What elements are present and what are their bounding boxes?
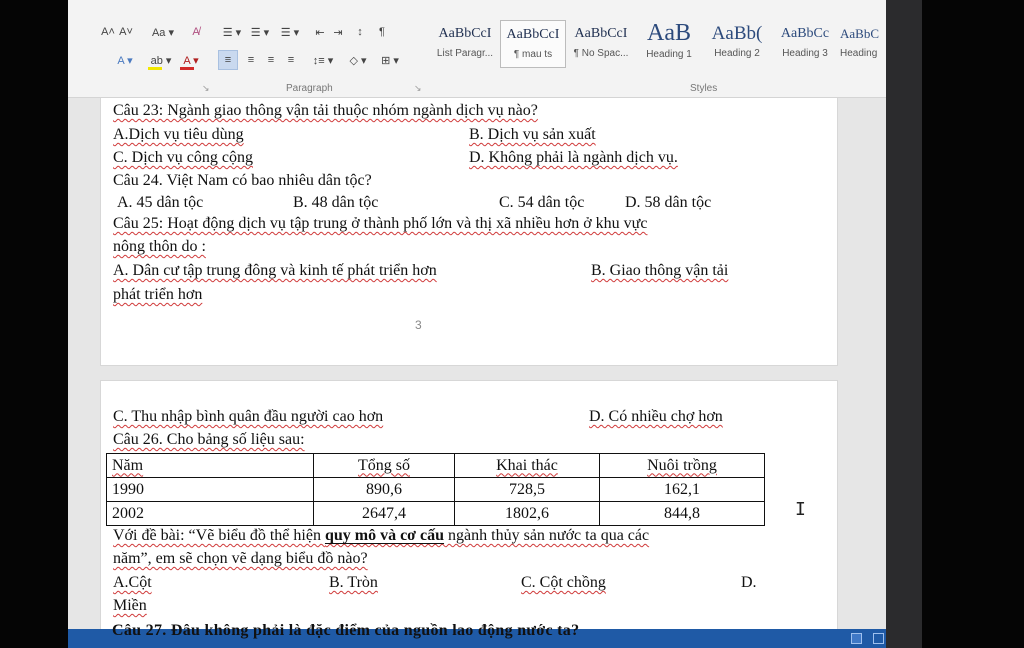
grow-font-button[interactable]: A˄ xyxy=(101,26,115,38)
table-header-cell xyxy=(314,454,455,478)
left-frame xyxy=(0,0,68,648)
sort-button[interactable]: ↕ xyxy=(357,26,363,38)
document-page[interactable] xyxy=(100,380,838,648)
increase-indent-button[interactable]: ⇥ xyxy=(333,26,343,39)
numbering-button[interactable]: ☰ ▾ xyxy=(250,26,270,39)
print-layout-icon[interactable] xyxy=(873,633,884,644)
style-sample: AaBb( xyxy=(711,23,763,44)
question-25-line-2: nông thôn do : xyxy=(113,238,206,255)
style-list-paragraph[interactable] xyxy=(432,20,498,68)
bullets-button[interactable]: ☰ ▾ xyxy=(222,26,242,39)
style-no-spacing[interactable] xyxy=(568,20,634,68)
highlight-button[interactable]: ab ▾ xyxy=(150,54,172,67)
style-sample: AaBbCcI xyxy=(506,27,560,42)
question-26-text-a: Với đề bài: “Vẽ biểu đồ thể hiện xyxy=(113,527,325,544)
clear-format-button[interactable]: A̸ xyxy=(192,26,200,38)
table-header-row xyxy=(107,454,765,478)
answer-25-d: D. Có nhiều chợ hơn xyxy=(589,408,723,425)
page-number: 3 xyxy=(415,318,422,332)
style-heading-1[interactable] xyxy=(636,20,702,68)
ribbon xyxy=(68,0,886,98)
question-26-line-2: năm”, em sẽ chọn vẽ dạng biểu đồ nào? xyxy=(113,550,368,567)
change-case-button[interactable]: Aa ▾ xyxy=(151,26,175,39)
table-cell: 1990 xyxy=(107,478,314,502)
answer-25-b-continued: phát triển hơn xyxy=(113,286,203,303)
answer-25-b: B. Giao thông vận tải xyxy=(591,262,729,279)
font-color-button[interactable]: A ▾ xyxy=(183,54,199,67)
answer-24-b: B. 48 dân tộc xyxy=(293,194,379,211)
style-name: Heading xyxy=(840,48,878,59)
style-name: Heading 2 xyxy=(714,48,760,59)
font-dialog-launcher-icon[interactable]: ↘ xyxy=(202,84,210,94)
question-24: Câu 24. Việt Nam có bao nhiêu dân tộc? xyxy=(113,172,372,189)
answer-24-a: A. 45 dân tộc xyxy=(117,194,204,211)
style-heading-2[interactable] xyxy=(704,20,770,68)
question-25-line-1: Câu 25: Hoạt động dịch vụ tập trung ở thành phố lớn và thị xã nhiều hơn ở khu vực xyxy=(113,215,648,232)
shrink-font-button[interactable]: A˅ xyxy=(119,26,133,38)
style-heading[interactable] xyxy=(840,20,886,68)
line-spacing-button[interactable]: ↕≡ ▾ xyxy=(312,54,334,67)
answer-26-d-continued: Miền xyxy=(113,597,147,614)
answer-23-a: A.Dịch vụ tiêu dùng xyxy=(113,126,244,143)
read-mode-icon[interactable] xyxy=(851,633,862,644)
table-cell: 1802,6 xyxy=(455,502,600,526)
align-center-button[interactable]: ≡ xyxy=(247,54,255,66)
style-name: ¶ No Spac... xyxy=(573,48,629,59)
justify-button[interactable]: ≡ xyxy=(287,54,295,66)
data-table[interactable] xyxy=(106,453,765,526)
question-26-emphasis: quy mô và cơ cấu xyxy=(324,527,445,544)
answer-25-c: C. Thu nhập bình quân đầu người cao hơn xyxy=(113,408,384,425)
text-effects-button[interactable]: A ▾ xyxy=(117,54,133,67)
answer-23-b: B. Dịch vụ sản xuất xyxy=(469,126,596,143)
header-year: Năm xyxy=(112,456,144,474)
question-26-text-c: ngành thủy sản nước ta qua các xyxy=(444,527,650,544)
answer-26-d: D. xyxy=(741,574,757,591)
table-cell: 844,8 xyxy=(600,502,765,526)
paragraph-group-label: Paragraph xyxy=(286,83,333,94)
table-cell: 890,6 xyxy=(314,478,455,502)
answer-26-a: A.Cột xyxy=(113,574,152,591)
table-header-cell xyxy=(107,454,314,478)
header-total: Tổng số xyxy=(358,456,410,474)
font-color-bar xyxy=(180,67,194,70)
document-area[interactable] xyxy=(68,98,886,648)
style-name: Heading 1 xyxy=(646,49,692,60)
answer-24-d: D. 58 dân tộc xyxy=(625,194,712,211)
style-sample: AaBbCcI xyxy=(438,26,492,41)
style-heading-3[interactable] xyxy=(772,20,838,68)
answer-24-c: C. 54 dân tộc xyxy=(499,194,585,211)
shading-button[interactable]: ◇ ▾ xyxy=(349,54,367,67)
word-window xyxy=(68,0,886,648)
table-header-cell xyxy=(455,454,600,478)
align-left-button[interactable]: ≡ xyxy=(218,50,238,70)
style-name: Heading 3 xyxy=(782,48,828,59)
styles-group-label: Styles xyxy=(690,83,718,94)
style-sample: AaB xyxy=(647,20,691,46)
table-cell: 162,1 xyxy=(600,478,765,502)
borders-button[interactable]: ⊞ ▾ xyxy=(381,54,399,67)
style-mau-ts[interactable] xyxy=(500,20,566,68)
right-scroll-strip[interactable] xyxy=(886,0,922,648)
style-name: ¶ mau ts xyxy=(513,49,553,60)
style-sample: AaBbCcI xyxy=(574,26,628,41)
table-cell: 2002 xyxy=(107,502,314,526)
answer-23-d: D. Không phải là ngành dịch vụ. xyxy=(469,149,678,166)
question-26: Câu 26. Cho bảng số liệu sau: xyxy=(113,431,305,448)
table-cell: 2647,4 xyxy=(314,502,455,526)
table-row xyxy=(107,478,765,502)
style-sample: AaBbC xyxy=(840,26,879,41)
show-marks-button[interactable]: ¶ xyxy=(379,26,385,38)
table-header-cell xyxy=(600,454,765,478)
style-name: List Paragr... xyxy=(436,48,494,59)
answer-26-c: C. Cột chồng xyxy=(521,574,606,591)
style-sample: AaBbCc xyxy=(780,26,830,41)
table-cell: 728,5 xyxy=(455,478,600,502)
decrease-indent-button[interactable]: ⇤ xyxy=(315,26,325,39)
answer-26-b: B. Tròn xyxy=(329,574,378,591)
highlight-color-bar xyxy=(148,67,162,70)
header-aquaculture: Nuôi trồng xyxy=(647,456,717,474)
paragraph-dialog-launcher-icon[interactable]: ↘ xyxy=(414,84,422,94)
question-23: Câu 23: Ngành giao thông vận tải thuộc nhóm ngành dịch vụ nào? xyxy=(113,102,538,119)
question-27-cut: Câu 27. Đâu không phải là đặc điểm của nguồn lao động nước ta? xyxy=(112,622,580,639)
text-cursor-icon: I xyxy=(795,499,806,520)
table-row xyxy=(107,502,765,526)
question-26-line-1 xyxy=(113,527,649,545)
answer-25-a: A. Dân cư tập trung đông và kinh tế phát triển hơn xyxy=(113,262,437,279)
align-right-button[interactable]: ≡ xyxy=(267,54,275,66)
document-page[interactable] xyxy=(100,98,838,366)
multilevel-list-button[interactable]: ☰ ▾ xyxy=(280,26,300,39)
header-catch: Khai thác xyxy=(496,456,558,474)
answer-23-c: C. Dịch vụ công cộng xyxy=(113,149,253,166)
status-bar xyxy=(68,622,886,648)
